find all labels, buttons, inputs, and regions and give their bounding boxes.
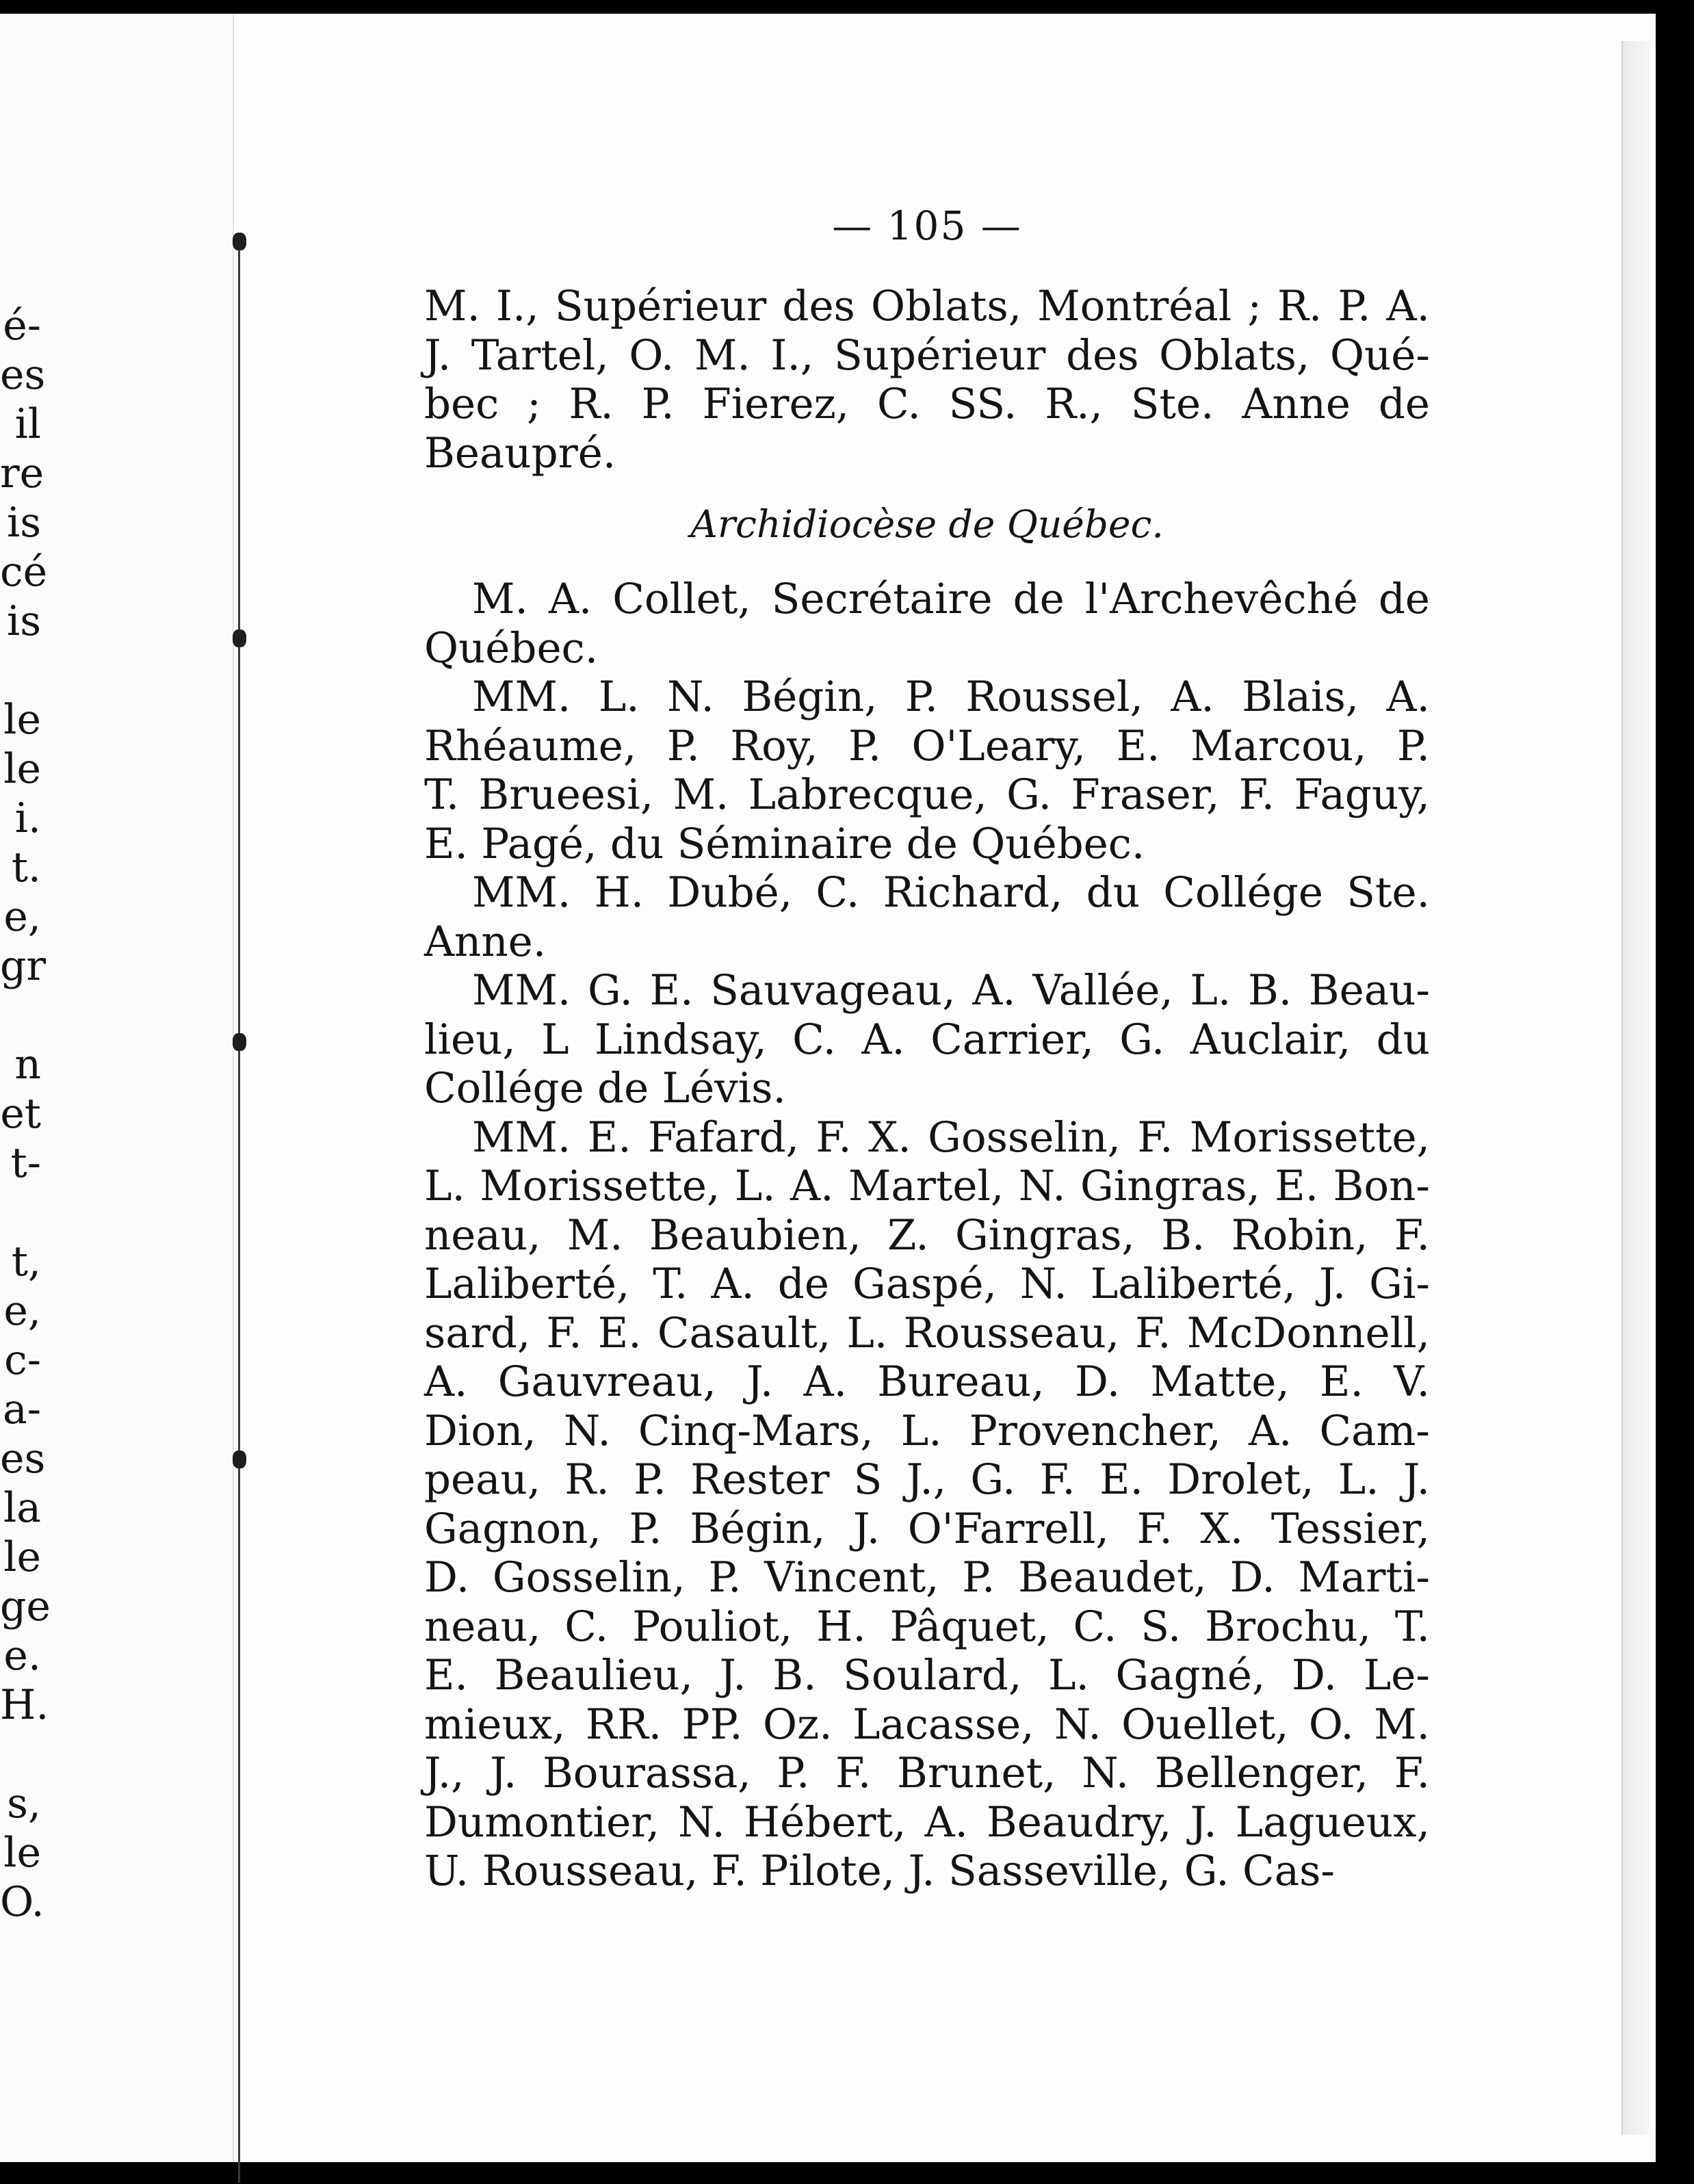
text-line: E. Beaulieu, J. B. Soulard, L. Gagné, D. Le-: [424, 1651, 1430, 1700]
left-page-fragment: ge: [0, 1583, 51, 1630]
left-page-fragment: é-: [3, 302, 41, 350]
left-page-fragment: e,: [3, 893, 41, 941]
left-page-fragment: le: [3, 1829, 41, 1877]
page-text: [424, 198, 1430, 1896]
left-page-fragment: a-: [2, 1386, 41, 1433]
page-number: — 105 —: [832, 203, 1022, 249]
left-page-fragment: t.: [11, 844, 41, 892]
binding-knot: [233, 1033, 246, 1051]
left-page-fragment: s,: [7, 1780, 41, 1828]
text-line: neau, C. Pouliot, H. Pâquet, C. S. Brochu, T.: [424, 1602, 1430, 1651]
text-line: Collége de Lévis.: [424, 1064, 786, 1113]
left-page-fragment: t-: [10, 1139, 41, 1187]
text-line: T. Brueesi, M. Labrecque, G. Fraser, F. Faguy,: [424, 770, 1430, 819]
text-line: Rhéaume, P. Roy, P. O'Leary, E. Marcou, P.: [424, 721, 1430, 770]
binding-thread-line: [238, 233, 240, 2183]
left-facing-page: [0, 14, 234, 2162]
text-line: U. Rousseau, F. Pilote, J. Sasseville, G. Cas-: [424, 1847, 1335, 1895]
left-page-fragment: c-: [4, 1336, 41, 1384]
left-page-fragment: cé: [0, 548, 48, 596]
left-page-fragment: H.: [0, 1681, 49, 1729]
text-line: Dion, N. Cinq-Mars, L. Provencher, A. Cam-: [424, 1406, 1430, 1455]
left-page-fragment: O.: [0, 1878, 44, 1926]
text-line: D. Gosselin, P. Vincent, P. Beaudet, D. Marti-: [424, 1553, 1430, 1602]
left-page-fragment: et: [0, 1090, 41, 1138]
left-page-fragment: il: [14, 400, 41, 448]
text-line: MM. E. Fafard, F. X. Gosselin, F. Morissette,: [472, 1113, 1430, 1162]
text-line: neau, M. Beaubien, Z. Gingras, B. Robin, F.: [424, 1210, 1430, 1260]
left-page-fragment: le: [3, 745, 41, 793]
text-line: M. I., Supérieur des Oblats, Montréal ; R. P. A.: [424, 282, 1430, 330]
left-page-fragment: es: [0, 351, 46, 399]
left-page-fragment: [0, 991, 41, 1040]
left-page-fragment: e.: [3, 1632, 41, 1680]
text-line: bec ; R. P. Fierez, C. SS. R., Ste. Anne de: [424, 380, 1430, 428]
paragraph-before-heading: [424, 282, 1430, 478]
left-page-fragment: le: [3, 696, 41, 744]
left-page-fragment: es: [0, 1435, 46, 1483]
text-line: A. Gauvreau, J. A. Bureau, D. Matte, E. V.: [424, 1357, 1430, 1406]
text-line: peau, R. P. Rester S J., G. F. E. Drolet, L. J.: [424, 1455, 1430, 1504]
text-line: L. Morissette, L. A. Martel, N. Gingras, E. Bon-: [424, 1162, 1430, 1210]
text-line: Québec.: [424, 623, 599, 673]
text-line: Dumontier, N. Hébert, A. Beaudry, J. Lagueux,: [424, 1797, 1430, 1847]
left-page-fragment: i.: [14, 794, 41, 842]
text-line: Laliberté, T. A. de Gaspé, N. Laliberté, J. Gi-: [424, 1260, 1430, 1308]
text-line: lieu, L Lindsay, C. A. Carrier, G. Auclair, du: [424, 1015, 1430, 1064]
paragraph-list-after-heading: [424, 575, 1430, 1896]
binding-thread: [233, 233, 246, 2183]
left-page-fragment: is: [7, 499, 41, 547]
left-page-fragment: la: [3, 1484, 41, 1532]
text-line: MM. H. Dubé, C. Richard, du Collége Ste.: [472, 868, 1430, 917]
left-page-fragment: gr: [0, 942, 47, 990]
text-line: M. A. Collet, Secrétaire de l'Archevêché de: [472, 575, 1430, 623]
text-line: MM. G. E. Sauvageau, A. Vallée, L. B. Beau-: [472, 966, 1430, 1015]
left-page-fragment: [0, 646, 41, 695]
left-page-fragment: n: [14, 1041, 41, 1089]
left-page-fragment: re: [0, 450, 44, 497]
text-line: mieux, RR. PP. Oz. Lacasse, N. Ouellet, O. M.: [424, 1700, 1430, 1749]
left-page-fragment: le: [3, 1533, 41, 1581]
text-line: MM. L. N. Bégin, P. Roussel, A. Blais, A.: [472, 673, 1430, 721]
left-page-text-fragments: [0, 301, 51, 1927]
text-line: Gagnon, P. Bégin, J. O'Farrell, F. X. Tessier,: [424, 1504, 1430, 1553]
text-line: sard, F. E. Casault, L. Rousseau, F. McDonnell,: [424, 1308, 1430, 1357]
page-edge: [1621, 41, 1650, 2135]
text-line: E. Pagé, du Séminaire de Québec.: [424, 819, 1145, 868]
binding-knot: [233, 233, 246, 250]
left-page-fragment: t,: [11, 1238, 41, 1286]
text-line: Anne.: [424, 917, 547, 966]
section-heading: Archidiocèse de Québec.: [690, 502, 1164, 546]
text-line: J. Tartel, O. M. I., Supérieur des Oblats, Qué-: [424, 330, 1430, 380]
binding-knot: [233, 629, 246, 647]
left-page-fragment: e,: [3, 1287, 41, 1335]
left-page-fragment: [0, 1188, 41, 1237]
binding-knot: [233, 1451, 246, 1468]
left-page-fragment: [0, 1730, 41, 1779]
left-page-fragment: is: [7, 597, 41, 645]
text-line: Beaupré.: [424, 428, 616, 478]
text-line: J., J. Bourassa, P. F. Brunet, N. Bellenger, F.: [424, 1749, 1430, 1797]
